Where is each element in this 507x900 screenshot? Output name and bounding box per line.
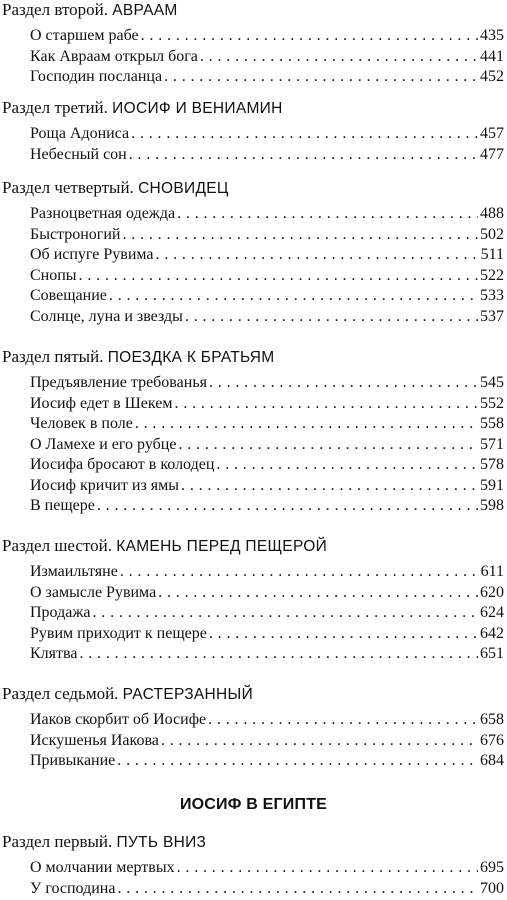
dot-leader: [79, 266, 478, 287]
section-heading: [0, 832, 507, 852]
dot-leader: [164, 67, 478, 88]
section-heading: [0, 98, 507, 118]
chapter-list: [0, 20, 507, 88]
chapter-entry[interactable]: [30, 644, 504, 665]
page-number: 624: [480, 604, 504, 621]
dot-leader: [129, 145, 478, 166]
dot-leader: [178, 435, 478, 456]
dot-leader: [208, 710, 478, 731]
chapter-entry[interactable]: [30, 225, 504, 246]
page-number: 684: [480, 752, 504, 769]
chapter-title: О старшем рабе: [30, 27, 139, 44]
dot-leader: [141, 26, 478, 47]
toc-section: [0, 684, 507, 772]
chapter-title: Быстроногий: [30, 225, 121, 243]
chapter-title: Продажа: [30, 604, 91, 621]
dot-leader: [156, 245, 479, 266]
page-number: 558: [480, 415, 504, 432]
chapter-title: Как Авраам открыл бога: [30, 47, 198, 65]
dot-leader: [97, 496, 478, 517]
dot-leader: [177, 858, 478, 879]
chapter-entry[interactable]: [30, 26, 504, 47]
page-number: 676: [480, 731, 504, 749]
chapter-entry[interactable]: [30, 435, 504, 456]
chapter-title: В пещере: [30, 497, 95, 514]
dot-leader: [209, 624, 478, 645]
chapter-entry[interactable]: [30, 286, 504, 307]
dot-leader: [117, 879, 478, 900]
page-number: 591: [480, 476, 504, 494]
chapter-title: Иосиф кричит из ямы: [30, 476, 180, 494]
page-number: 533: [480, 287, 504, 304]
page-number: 502: [480, 225, 504, 243]
toc-section: [0, 536, 507, 665]
chapter-entry[interactable]: [30, 710, 504, 731]
chapter-entry[interactable]: [30, 67, 504, 88]
dot-leader: [175, 394, 478, 415]
page-number: 700: [480, 879, 504, 897]
chapter-list: [0, 367, 507, 517]
section-title: ИОСИФ И ВЕНИАМИН: [112, 100, 283, 117]
section-number: Раздел четвертый.: [2, 178, 134, 197]
section-number: Раздел первый.: [2, 832, 113, 851]
chapter-list: [0, 556, 507, 665]
chapter-title: Клятва: [30, 645, 78, 662]
dot-leader: [93, 603, 479, 624]
dot-leader: [158, 583, 478, 604]
chapter-title: Иосифа бросают в колодец: [30, 456, 215, 473]
dot-leader: [200, 47, 478, 68]
dot-leader: [131, 124, 478, 145]
chapter-list: [0, 198, 507, 327]
dot-leader: [161, 731, 478, 752]
section-title: СНОВИДЕЦ: [138, 180, 229, 197]
chapter-title: Совещание: [30, 287, 107, 304]
chapter-entry[interactable]: [30, 583, 504, 604]
section-number: Раздел седьмой.: [2, 684, 119, 703]
chapter-entry[interactable]: [30, 394, 504, 415]
section-title: РАСТЕРЗАННЫЙ: [122, 686, 254, 703]
chapter-entry[interactable]: [30, 124, 504, 145]
page-number: 651: [480, 645, 504, 662]
page-number: 658: [480, 711, 504, 728]
chapter-title: Предъявление требованья: [30, 374, 207, 391]
chapter-title: Господин посланца: [30, 68, 163, 85]
chapter-title: Измаильтяне: [30, 563, 118, 580]
page-number: 545: [480, 374, 504, 391]
page-number: 488: [480, 205, 504, 222]
dot-leader: [177, 204, 478, 225]
section-title: ПОЕЗДКА К БРАТЬЯМ: [107, 349, 275, 366]
page-number: 511: [480, 246, 504, 263]
dot-leader: [122, 225, 478, 246]
page-number: 598: [480, 497, 504, 514]
toc-section: [0, 178, 507, 327]
page-number: 695: [480, 859, 504, 876]
page-number: 571: [480, 435, 504, 453]
chapter-entry[interactable]: [30, 204, 504, 225]
dot-leader: [209, 373, 478, 394]
page-number: 537: [480, 307, 504, 325]
chapter-entry[interactable]: [30, 731, 504, 752]
section-number: Раздел шестой.: [2, 536, 112, 555]
chapter-entry[interactable]: [30, 476, 504, 497]
chapter-list: [0, 704, 507, 772]
chapter-entry[interactable]: [30, 858, 504, 879]
chapter-entry[interactable]: [30, 603, 504, 624]
chapter-title: У господина: [30, 879, 116, 897]
chapter-entry[interactable]: [30, 879, 504, 900]
dot-leader: [135, 414, 478, 435]
chapter-entry[interactable]: [30, 496, 504, 517]
page-number: 578: [480, 456, 504, 473]
toc-section: [0, 0, 507, 88]
section-title: АВРААМ: [112, 2, 178, 19]
dot-leader: [79, 644, 478, 665]
chapter-title: О молчании мертвых: [30, 859, 175, 876]
chapter-title: Привыкание: [30, 752, 116, 769]
chapter-entry[interactable]: [30, 624, 504, 645]
section-heading: [0, 536, 507, 556]
section-heading: [0, 178, 507, 198]
part-heading: ИОСИФ В ЕГИПТЕ: [179, 796, 328, 813]
section-number: Раздел третий.: [2, 98, 108, 117]
page-number: 452: [480, 68, 504, 85]
chapter-list: [0, 852, 507, 899]
section-title: ПУТЬ ВНИЗ: [116, 834, 207, 851]
chapter-title: Небесный сон: [30, 145, 127, 163]
chapter-title: Разноцветная одежда: [30, 205, 176, 222]
chapter-entry[interactable]: [30, 245, 504, 266]
section-title: КАМЕНЬ ПЕРЕД ПЕЩЕРОЙ: [116, 538, 328, 555]
chapter-title: Солнце, луна и звезды: [30, 307, 183, 325]
dot-leader: [109, 286, 478, 307]
toc-section: [0, 347, 507, 517]
chapter-entry[interactable]: [30, 266, 504, 287]
page-number: 552: [480, 394, 504, 412]
chapter-entry[interactable]: [30, 751, 504, 772]
section-heading: [0, 684, 507, 704]
dot-leader: [185, 307, 478, 328]
chapter-entry[interactable]: [30, 414, 504, 435]
chapter-title: Иаков скорбит об Иосифе: [30, 711, 207, 728]
page-number: 477: [480, 145, 504, 163]
chapter-list: [0, 118, 507, 165]
page-number: 642: [480, 624, 504, 642]
page-number: 611: [480, 563, 504, 580]
dot-leader: [117, 751, 478, 772]
chapter-entry[interactable]: [30, 373, 504, 394]
section-heading: [0, 0, 507, 20]
page-number: 457: [480, 125, 504, 142]
dot-leader: [181, 476, 478, 497]
toc-section: [0, 98, 507, 165]
chapter-title: Роща Адониса: [30, 125, 130, 142]
section-number: Раздел пятый.: [2, 347, 104, 366]
dot-leader: [216, 455, 478, 476]
chapter-title: Иосиф едет в Шекем: [30, 394, 173, 412]
chapter-title: Снопы: [30, 266, 77, 284]
chapter-entry[interactable]: [30, 455, 504, 476]
chapter-title: О Ламехе и его рубце: [30, 435, 177, 453]
chapter-title: Об испуге Рувима: [30, 246, 154, 263]
page-number: 522: [480, 266, 504, 284]
toc-section: [0, 832, 507, 899]
chapter-entry[interactable]: [30, 47, 504, 68]
section-number: Раздел второй.: [2, 0, 108, 19]
page-number: 441: [480, 47, 504, 65]
chapter-title: Искушенья Иакова: [30, 731, 159, 749]
page-number: 435: [480, 27, 504, 44]
section-heading: [0, 347, 507, 367]
chapter-entry[interactable]: [30, 145, 504, 166]
chapter-title: Человек в поле: [30, 415, 133, 432]
chapter-title: О замысле Рувима: [30, 583, 157, 601]
chapter-title: Рувим приходит к пещере: [30, 624, 207, 642]
dot-leader: [120, 562, 479, 583]
chapter-entry[interactable]: [30, 562, 504, 583]
chapter-entry[interactable]: [30, 307, 504, 328]
page-number: 620: [480, 583, 504, 601]
